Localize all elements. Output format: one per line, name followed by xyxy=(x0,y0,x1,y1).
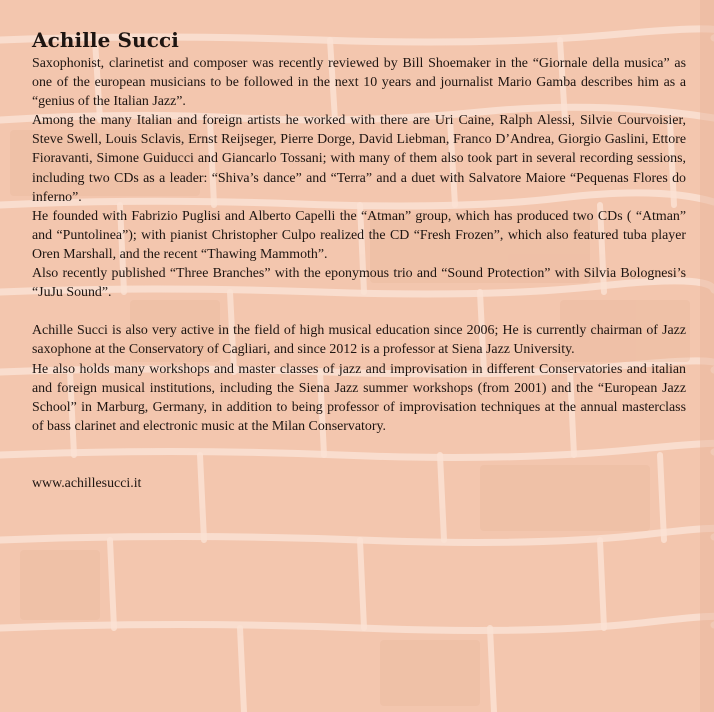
paragraph-spacer xyxy=(32,436,686,474)
biography-text-block xyxy=(32,27,686,493)
bio-paragraph-intro: Saxophonist, clarinetist and composer was recently reviewed by Bill Shoemaker in the “Giornale della musica” as one of the european musicians to be followed in the next 10 years and journalist Mario Gamba describes him as a “genius of the Italian Jazz”. xyxy=(32,56,686,110)
page-title: Achille Succi xyxy=(32,28,179,52)
paragraph-spacer xyxy=(32,302,686,321)
bio-paragraph-education: Achille Succi is also very active in the field of high musical education since 2006; He is currently chairman of Jazz saxophone at the Conservatory of Cagliari, and since 2012 is a professor at Siena Jazz University. xyxy=(32,323,686,358)
bio-paragraph-atman: He founded with Fabrizio Puglisi and Alberto Capelli the “Atman” group, which has produced two CDs ( “Atman” and “Puntolinea”); with pianist Christopher Culpo realized the CD “Fresh Frozen”, which also featured tuba player Oren Marshall, and the recent “Thawing Mammoth”. xyxy=(32,208,686,262)
bio-paragraph-workshops: He also holds many workshops and master classes of jazz and improvisation in different Conservatories and italian and foreign musical institutions, including the Siena Jazz summer workshops (from 2001) and the “European Jazz School” in Marburg, Germany, in addition to being professor of improvisation techniques at the annual masterclass of bass clarinet and electronic music at the Milan Conservatory. xyxy=(32,361,686,434)
website-link[interactable]: www.achillesucci.it xyxy=(32,475,142,491)
bio-paragraph-collaborations: Among the many Italian and foreign artists he worked with there are Uri Caine, Ralph Alessi, Silvie Courvoisier, Steve Swell, Louis Sclavis, Ernst Reijseger, Pierre Dorge, David Liebman, Franco D’Andrea, Giorgio Gaslini, Ettore Fioravanti, Simone Guiducci and Giancarlo Tossani; with many of them also took part in several recording sessions, including two CDs as a leader: “Shiva’s dance” and “Terra” and a duet with Salvatore Maiore “Pequenas Flores do inferno”. xyxy=(32,113,686,205)
bio-paragraph-recent-releases: Also recently published “Three Branches” with the eponymous trio and “Sound Protection” with Silvia Bolognesi’s “JuJu Sound”. xyxy=(32,266,686,301)
